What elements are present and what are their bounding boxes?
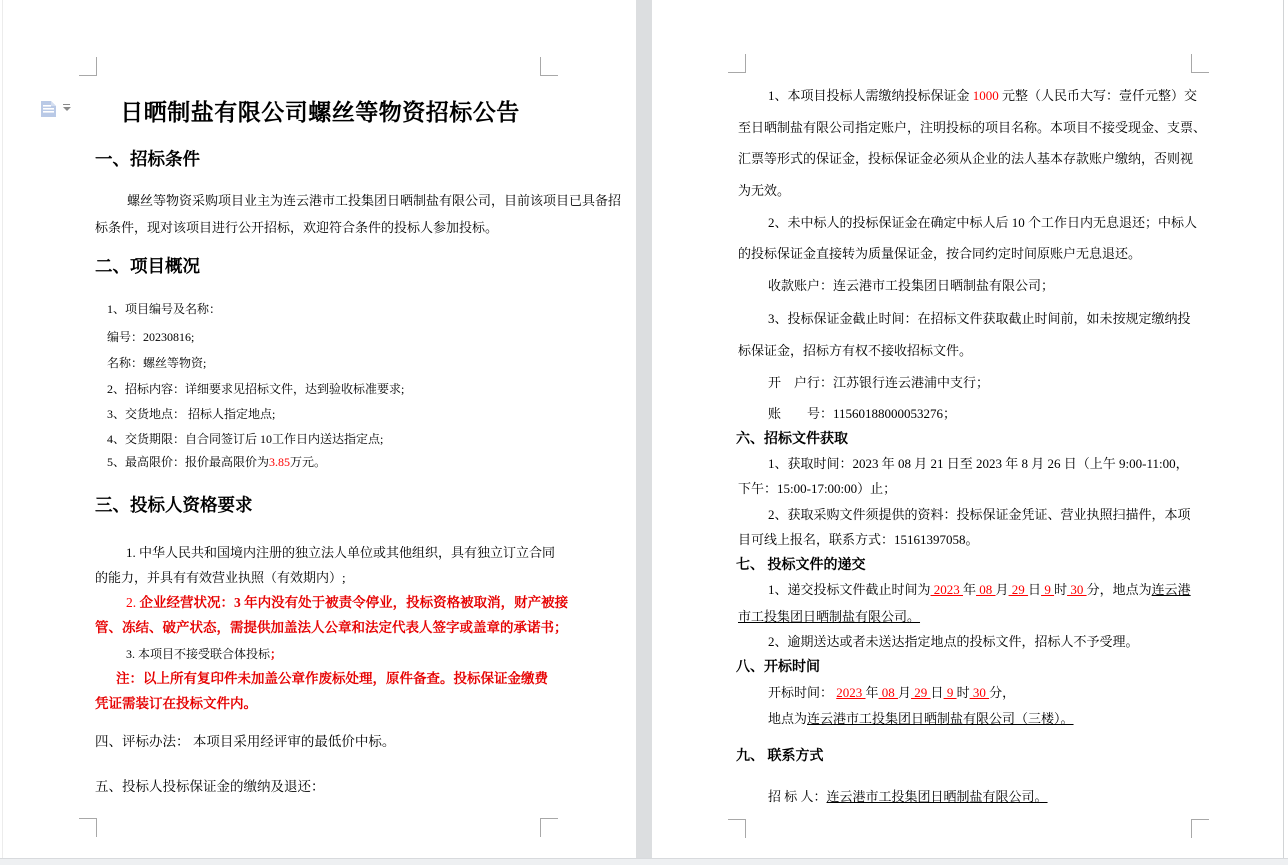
- text-line: 一、招标条件: [95, 149, 200, 169]
- text-line: 的能力，并具有有效营业执照（有效期内）;: [95, 570, 346, 585]
- crop-mark: [728, 54, 746, 73]
- text-line: 1、递交投标文件截止时间为 2023 年 08 月 29 日 9 时 30 分，地点为连云港: [768, 582, 1191, 597]
- text-line: 的投标保证金直接转为质量保证金，按合同约定时间原账户无息退还。: [738, 246, 1142, 261]
- text-line: 收款账户：连云港市工投集团日晒制盐有限公司；: [768, 278, 1055, 293]
- text-line: 市工投集团日晒制盐有限公司。: [738, 609, 921, 624]
- page-1: [0, 0, 636, 858]
- text-line: 2、未中标人的投标保证金在确定中标人后 10 个工作日内无息退还；中标人: [768, 215, 1198, 230]
- text-line: 3、交货地点： 招标人指定地点;: [107, 407, 276, 421]
- text-line: 地点为连云港市工投集团日晒制盐有限公司（三楼）。: [768, 711, 1074, 726]
- text-line: 三、投标人资格要求: [95, 495, 253, 515]
- text-line: 1、本项目投标人需缴纳投标保证金 1000 元整（人民币大写：壹仟元整）交: [768, 88, 1198, 103]
- crop-mark: [540, 818, 558, 837]
- text-line: 下午：15:00-17:00:00）止；: [738, 481, 897, 496]
- text-line: 3、投标保证金截止时间：在招标文件获取截止时间前，如未按规定缴纳投: [768, 311, 1191, 326]
- text-line: 标保证金，招标方有权不接收招标文件。: [738, 343, 973, 358]
- text-line: 1、获取时间：2023 年 08 月 21 日至 2023 年 8 月 26 日（上午 9:00-11:00，: [768, 456, 1189, 471]
- text-line: 2、获取采购文件须提供的资料：投标保证金凭证、营业执照扫描件，本项: [768, 507, 1191, 522]
- crop-mark: [79, 57, 97, 76]
- text-line: 汇票等形式的保证金，投标保证金必须从企业的法人基本存款账户缴纳，否则视: [738, 151, 1194, 166]
- text-line: 招 标 人：连云港市工投集团日晒制盐有限公司。: [768, 789, 1048, 804]
- text-line: 凭证需装订在投标文件内。: [95, 696, 257, 711]
- text-line: 螺丝等物资采购项目业主为连云港市工投集团日晒制盐有限公司，目前该项目已具备招: [127, 193, 622, 208]
- text-line: 六、招标文件获取: [736, 432, 848, 447]
- text-line: 目可线上报名，联系方式：15161397058。: [738, 532, 979, 547]
- text-line: 注：以上所有复印件未加盖公章作废标处理，原件备查。投标保证金缴费: [116, 671, 548, 686]
- text-line: 八、开标时间: [736, 660, 820, 675]
- text-line: 名称：螺丝等物资;: [107, 356, 207, 370]
- view-right-border: [1283, 0, 1284, 858]
- crop-mark: [79, 818, 97, 837]
- crop-mark: [540, 57, 558, 76]
- text-line: 四、评标办法： 本项目采用经评审的最低价中标。: [95, 734, 396, 749]
- text-line: 账 号：11560188000053276；: [768, 406, 957, 421]
- view-bottom-strip: [0, 858, 1288, 865]
- text-line: 七、 投标文件的递交: [736, 558, 866, 573]
- text-line: 标条件，现对该项目进行公开招标，欢迎符合条件的投标人参加投标。: [95, 220, 499, 235]
- text-line: 1、项目编号及名称：: [107, 302, 222, 316]
- text-line: 编号：20230816;: [107, 330, 195, 344]
- text-line: 2、招标内容：详细要求见招标文件，达到验收标准要求;: [107, 382, 405, 396]
- text-line: 至日晒制盐有限公司指定账户，注明投标的项目名称。本项目不接受现金、支票、: [738, 120, 1207, 135]
- text-line: 九、 联系方式: [736, 749, 824, 764]
- crop-mark: [728, 819, 746, 838]
- text-line: 二、项目概况: [95, 256, 200, 276]
- paste-options-button[interactable]: [38, 97, 74, 121]
- crop-mark: [1191, 819, 1209, 838]
- paste-icon: [40, 99, 57, 123]
- chevron-down-icon: [62, 104, 71, 112]
- crop-mark: [1191, 54, 1209, 73]
- text-line: 五、投标人投标保证金的缴纳及退还：: [95, 779, 325, 794]
- text-line: 4、交货期限：自合同签订后 10工作日内送达指定点;: [107, 432, 384, 446]
- text-line: 为无效。: [738, 183, 791, 198]
- text-line: 管、冻结、破产状态，需提供加盖法人公章和法定代表人签字或盖章的承诺书；: [95, 620, 568, 635]
- text-line: 5、最高限价：报价最高限价为3.85万元。: [107, 455, 327, 469]
- text-line: 开标时间： 2023 年 08 月 29 日 9 时 30 分，: [768, 685, 1016, 700]
- document-title: 日晒制盐有限公司螺丝等物资招标公告: [120, 100, 520, 125]
- view-left-border: [2, 0, 3, 858]
- page-gap: [636, 0, 652, 858]
- text-line: 1. 中华人民共和国境内注册的独立法人单位或其他组织，具有独立订立合同: [126, 545, 556, 560]
- text-line: 2、逾期送达或者未送达指定地点的投标文件，招标人不予受理。: [768, 634, 1139, 649]
- text-line: 2. 企业经营状况：3 年内没有处于被责令停业，投标资格被取消，财产被接: [126, 595, 569, 610]
- text-line: 3. 本项目不接受联合体投标；: [126, 647, 283, 661]
- text-line: 开 户行：江苏银行连云港浦中支行；: [768, 375, 990, 390]
